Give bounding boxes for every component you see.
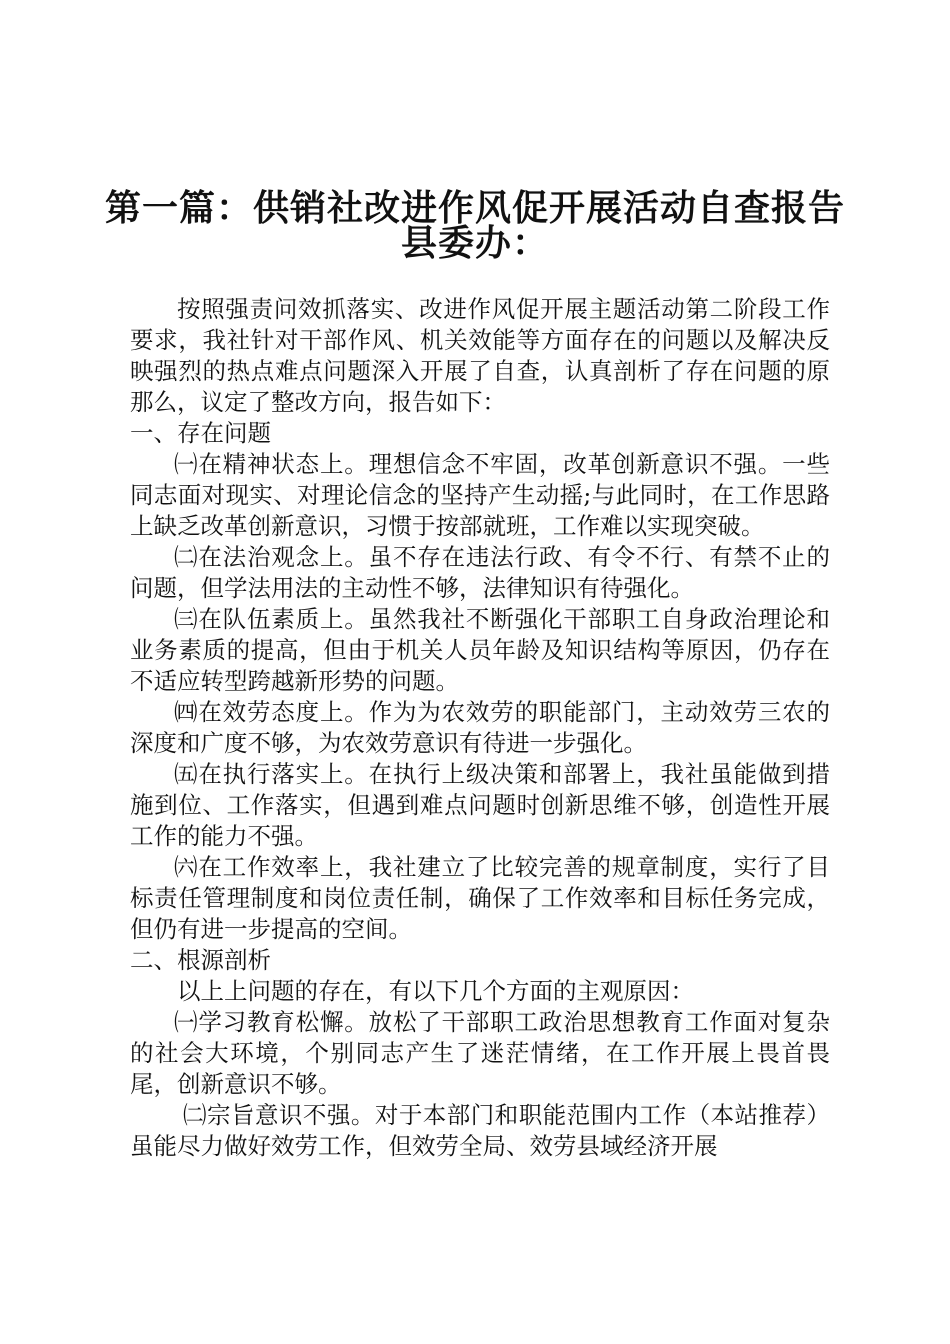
- cause-paragraph: ㈡宗旨意识不强。对于本部门和职能范围内工作（本站推荐）虽能尽力做好效劳工作，但效劳全局、效劳县域经济开展: [130, 1101, 830, 1160]
- cause-paragraph: ㈠学习教育松懈。放松了干部职工政治思想教育工作面对复杂的社会大环境，个别同志产生了迷茫情绪，在工作开展上畏首畏尾，创新意识不够。: [130, 1008, 830, 1098]
- document-subtitle: 县委办：: [400, 223, 549, 264]
- problem-paragraph: ㈡在法治观念上。虽不存在违法行政、有令不行、有禁不止的问题，但学法用法的主动性不够，法律知识有待强化。: [130, 543, 830, 602]
- document-body: [130, 294, 830, 1162]
- document-title: 第一篇：供销社改进作风促开展活动自查报告: [104, 188, 845, 229]
- problem-paragraph: ㈠在精神状态上。理想信念不牢固，改革创新意识不强。一些同志面对现实、对理论信念的坚持产生动摇;与此同时，在工作思路上缺乏改革创新意识，习惯于按部就班，工作难以实现突破。: [130, 450, 830, 540]
- problem-paragraph: ㈣在效劳态度上。作为为农效劳的职能部门，主动效劳三农的深度和广度不够，为农效劳意识有待进一步强化。: [130, 698, 830, 757]
- intro-paragraph: 按照强责问效抓落实、改进作风促开展主题活动第二阶段工作要求，我社针对干部作风、机关效能等方面存在的问题以及解决反映强烈的热点难点问题深入开展了自查，认真剖析了存在问题的原那么，议定了整改方向，报告如下：: [130, 295, 830, 416]
- cause-intro-paragraph: 以上上问题的存在，有以下几个方面的主观原因：: [177, 977, 694, 1005]
- problem-paragraph: ㈢在队伍素质上。虽然我社不断强化干部职工自身政治理论和业务素质的提高，但由于机关人员年龄及知识结构等原因，仍存在不适应转型跨越新形势的问题。: [130, 605, 830, 695]
- problem-paragraph: ㈤在执行落实上。在执行上级决策和部署上，我社虽能做到措施到位、工作落实，但遇到难点问题时创新思维不够，创造性开展工作的能力不强。: [130, 760, 830, 850]
- problem-paragraph: ㈥在工作效率上，我社建立了比较完善的规章制度，实行了目标责任管理制度和岗位责任制，确保了工作效率和目标任务完成，但仍有进一步提高的空间。: [130, 853, 830, 943]
- section-heading-causes: 二、根源剖析: [130, 946, 271, 974]
- section-heading-problems: 一、存在问题: [130, 419, 271, 447]
